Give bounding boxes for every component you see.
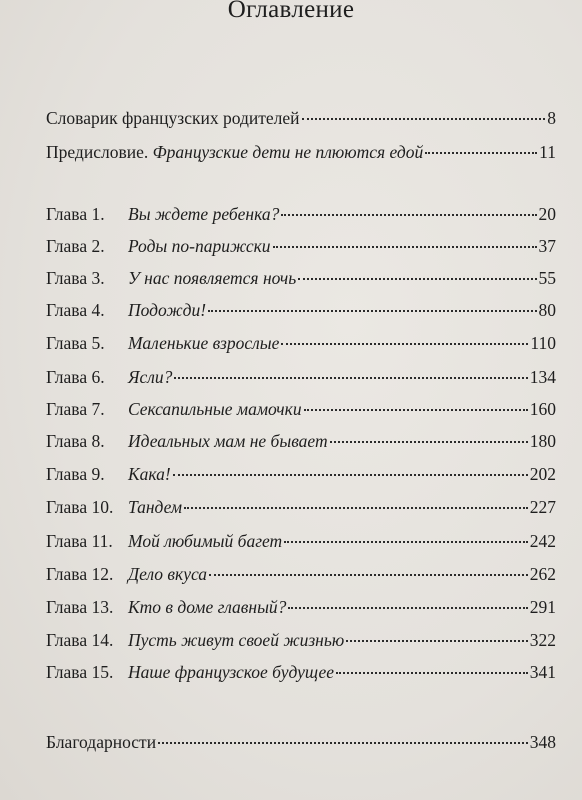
chapter-number: Глава 11. [46,531,113,551]
chapter-number: Глава 4. [46,300,105,320]
chapter-title: У нас появляется ночь [128,268,297,288]
toc-entry-chapter-10[interactable] [46,497,556,521]
page-number: 242 [529,531,556,551]
toc-entry-chapter-4[interactable] [46,300,556,324]
chapter-number: Глава 9. [46,464,105,484]
toc-entry-chapter-3[interactable] [46,268,556,292]
entry-prefix: Предисловие. [46,142,149,162]
dot-leader [174,377,527,379]
toc-entry-chapter-15[interactable] [46,662,556,686]
dot-leader [346,640,528,642]
dot-leader [302,118,546,120]
chapter-title: Тандем [128,497,183,517]
chapter-number: Глава 13. [46,597,114,617]
page-number: 291 [529,597,556,617]
dot-leader [288,607,527,609]
toc-entry-chapter-13[interactable] [46,597,556,621]
chapter-title: Пусть живут своей жизнью [128,630,345,650]
chapter-title: Дело вкуса [128,564,208,584]
toc-entry-chapter-8[interactable] [46,431,556,455]
page-number: 322 [529,630,556,650]
page-number: 20 [538,204,556,224]
chapter-title: Роды по-парижски [128,236,271,256]
dot-leader [425,152,537,154]
dot-leader [184,507,528,509]
chapter-title: Идеальных мам не бывает [128,431,328,451]
chapter-title: Кто в доме главный? [128,597,287,617]
chapter-title: Вы ждете ребенка? [128,204,280,224]
page-number: 37 [538,236,556,256]
toc-entry-acknowledgements[interactable] [46,732,556,756]
chapter-title: Сексапильные мамочки [128,399,302,419]
dot-leader [281,343,528,345]
toc-entry-chapter-7[interactable] [46,399,556,423]
chapter-title: Подожди! [128,300,207,320]
page-number: 348 [529,732,556,752]
dot-leader [158,742,528,744]
toc-entry-chapter-5[interactable] [46,333,556,357]
chapter-number: Глава 10. [46,497,114,517]
dot-leader [209,574,528,576]
page-title: Оглавление [227,0,355,23]
chapter-number: Глава 2. [46,236,105,256]
page-number: 80 [538,300,556,320]
toc-entry-preface[interactable] [46,142,556,166]
toc-entry-glossary[interactable] [46,108,556,132]
chapter-number: Глава 6. [46,367,105,387]
dot-leader [298,278,536,280]
chapter-number: Глава 1. [46,204,105,224]
page-number: 202 [529,464,556,484]
chapter-number: Глава 7. [46,399,105,419]
chapter-number: Глава 8. [46,431,105,451]
dot-leader [273,246,537,248]
page-number: 160 [529,399,556,419]
entry-title: Благодарности [46,732,157,752]
toc-entry-chapter-1[interactable] [46,204,556,228]
chapter-title: Маленькие взрослые [128,333,280,353]
entry-title [46,142,423,163]
chapter-number: Глава 12. [46,564,114,584]
page-number: 262 [529,564,556,584]
chapter-number: Глава 5. [46,333,105,353]
page-number: 227 [529,497,556,517]
chapter-number: Глава 15. [46,662,114,682]
dot-leader [304,409,528,411]
chapter-title: Мой любимый багет [128,531,283,551]
entry-title: Словарик французских родителей [46,108,300,128]
toc-entry-chapter-6[interactable] [46,367,556,391]
dot-leader [284,541,528,543]
toc-entry-chapter-14[interactable] [46,630,556,654]
chapter-title: Наше французское будущее [128,662,335,682]
dot-leader [336,672,528,674]
page-number: 180 [529,431,556,451]
chapter-number: Глава 3. [46,268,105,288]
chapter-title: Ясли? [128,367,173,387]
toc-entry-chapter-11[interactable] [46,531,556,555]
dot-leader [330,441,528,443]
chapter-number: Глава 14. [46,630,114,650]
toc-entry-chapter-2[interactable] [46,236,556,260]
dot-leader [173,474,528,476]
page-number: 55 [538,268,556,288]
page-number: 8 [547,108,556,128]
page-number: 341 [529,662,556,682]
chapter-title: Кака! [128,464,171,484]
entry-subtitle: Французские дети не плюются едой [152,142,424,162]
toc-entry-chapter-12[interactable] [46,564,556,588]
page-number: 110 [530,333,556,353]
dot-leader [208,310,536,312]
page-number: 11 [539,142,556,162]
dot-leader [281,214,536,216]
page-number: 134 [529,367,556,387]
toc-entry-chapter-9[interactable] [46,464,556,488]
